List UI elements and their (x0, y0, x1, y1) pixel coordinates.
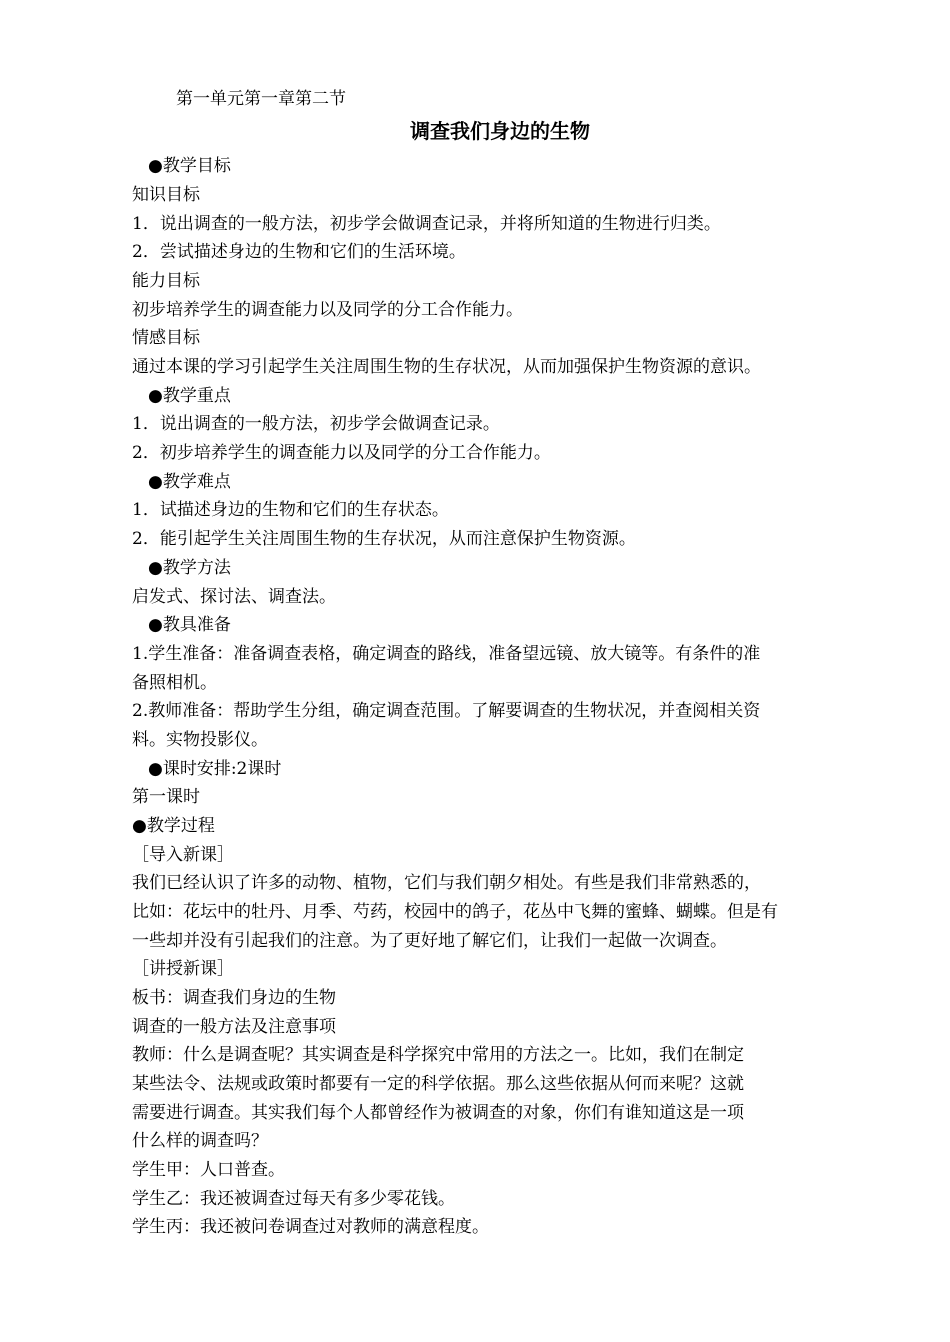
heading-teaching-difficulties: ●教学难点 (148, 472, 231, 492)
paragraph-line: 我们已经认识了许多的动物、植物，它们与我们朝夕相处。有些是我们非常熟悉的， (132, 873, 761, 893)
heading-teaching-process: ●教学过程 (132, 816, 215, 836)
paragraph-line: 启发式、探讨法、调查法。 (132, 587, 336, 607)
paragraph-line: 学生丙：我还被问卷调查过对教师的满意程度。 (132, 1217, 489, 1237)
paragraph-line: 某些法令、法规或政策时都要有一定的科学依据。那么这些依据从何而来呢？这就 (132, 1074, 744, 1094)
paragraph-line: 学生乙：我还被调查过每天有多少零花钱。 (132, 1189, 455, 1209)
paragraph-line: 一些却并没有引起我们的注意。为了更好地了解它们，让我们一起做一次调查。 (132, 931, 727, 951)
heading-teaching-methods: ●教学方法 (148, 558, 231, 578)
paragraph-line: 调查的一般方法及注意事项 (132, 1017, 336, 1037)
heading-teaching-goals: ●教学目标 (148, 156, 231, 176)
paragraph-line: 初步培养学生的调查能力以及同学的分工合作能力。 (132, 300, 523, 320)
paragraph-line: 比如：花坛中的牡丹、月季、芍药，校园中的鸽子，花丛中飞舞的蜜蜂、蝴蝶。但是有 (132, 902, 778, 922)
paragraph-line: 教师：什么是调查呢？其实调查是科学探究中常用的方法之一。比如，我们在制定 (132, 1045, 744, 1065)
paragraph-line: 1．说出调查的一般方法，初步学会做调查记录。 (132, 414, 500, 434)
section-heading: 第一单元第一章第二节 (176, 89, 346, 109)
subheading-ability-goals: 能力目标 (132, 271, 200, 291)
paragraph-line: 2．尝试描述身边的生物和它们的生活环境。 (132, 242, 466, 262)
paragraph-line: 1．说出调查的一般方法，初步学会做调查记录，并将所知道的生物进行归类。 (132, 214, 721, 234)
paragraph-line: 1.学生准备：准备调查表格，确定调查的路线，准备望远镜、放大镜等。有条件的准 (132, 644, 761, 664)
paragraph-line: 需要进行调查。其实我们每个人都曾经作为被调查的对象，你们有谁知道这是一项 (132, 1103, 744, 1123)
subheading-first-lesson: 第一课时 (132, 787, 200, 807)
paragraph-line: 料。实物投影仪。 (132, 730, 268, 750)
paragraph-line: 1．试描述身边的生物和它们的生存状态。 (132, 500, 449, 520)
heading-teaching-focus: ●教学重点 (148, 386, 231, 406)
paragraph-line: 2．能引起学生关注周围生物的生存状况，从而注意保护生物资源。 (132, 529, 636, 549)
paragraph-line: 备照相机。 (132, 673, 217, 693)
subheading-new-lesson: ［讲授新课］ (132, 959, 234, 979)
paragraph-line: 2．初步培养学生的调查能力以及同学的分工合作能力。 (132, 443, 551, 463)
heading-teaching-materials: ●教具准备 (148, 615, 231, 635)
subheading-knowledge-goals: 知识目标 (132, 185, 200, 205)
heading-class-schedule: ●课时安排:2课时 (148, 759, 282, 779)
paragraph-line: 什么样的调查吗？ (132, 1131, 268, 1151)
paragraph-line: 2.教师准备：帮助学生分组，确定调查范围。了解要调查的生物状况，并查阅相关资 (132, 701, 761, 721)
paragraph-line: 学生甲：人口普查。 (132, 1160, 285, 1180)
lesson-title: 调查我们身边的生物 (410, 119, 590, 143)
subheading-intro: ［导入新课］ (132, 845, 234, 865)
paragraph-line: 通过本课的学习引起学生关注周围生物的生存状况，从而加强保护生物资源的意识。 (132, 357, 761, 377)
subheading-emotion-goals: 情感目标 (132, 328, 200, 348)
paragraph-line: 板书：调查我们身边的生物 (132, 988, 336, 1008)
